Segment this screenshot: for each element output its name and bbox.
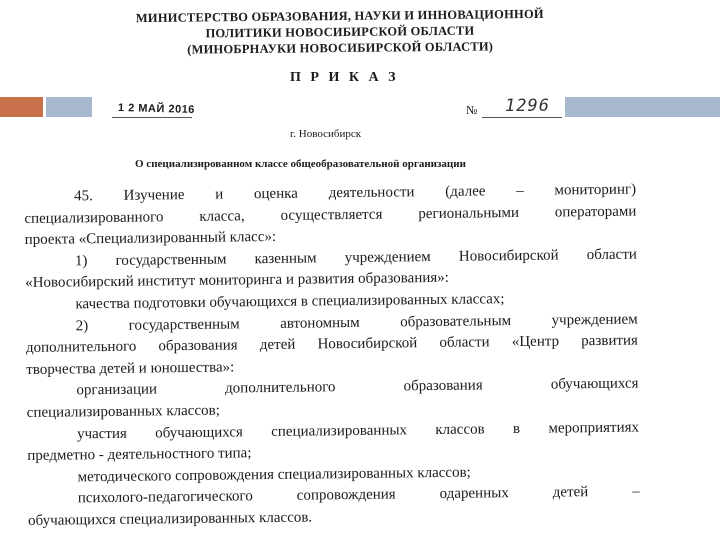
order-title: П Р И К А З bbox=[290, 70, 399, 85]
accent-bar-blue-right bbox=[565, 97, 720, 117]
body-line: 45. Изучение и оценка деятельности (далее – мониторинг) bbox=[74, 181, 637, 205]
order-body-text bbox=[24, 180, 640, 533]
body-line: организации дополнительного образования обучающихся bbox=[76, 375, 639, 399]
body-line: творчества детей и юношества»: bbox=[26, 359, 235, 378]
ministry-header bbox=[110, 6, 570, 59]
body-line: методического сопровождения специализированных классов; bbox=[77, 464, 471, 486]
body-line: 1) государственным казенным учреждением Новосибирской области bbox=[74, 246, 637, 270]
body-line: проекта «Специализированный класс»: bbox=[24, 229, 277, 249]
date-underline bbox=[112, 117, 192, 118]
ministry-line-3: (МИНОБРНАУКИ НОВОСИБИРСКОЙ ОБЛАСТИ) bbox=[187, 39, 494, 57]
ministry-line-2: ПОЛИТИКИ НОВОСИБИРСКОЙ ОБЛАСТИ bbox=[205, 23, 475, 41]
body-line: специализированного класса, осуществляется региональными операторами bbox=[24, 203, 637, 227]
body-line: участия обучающихся специализированных классов в мероприятиях bbox=[76, 419, 640, 442]
order-date-stamp: 1 2 МАЙ 2016 bbox=[117, 101, 196, 117]
order-number-handwritten: 1296 bbox=[505, 96, 550, 116]
body-line: психолого-педагогического сопровождения одаренных детей – bbox=[77, 483, 640, 507]
body-line: предметно - деятельностного типа; bbox=[27, 445, 252, 465]
number-underline bbox=[482, 117, 562, 118]
body-line: специализированных классов; bbox=[26, 402, 220, 421]
order-subject: О специализированном классе общеобразовательной организации bbox=[135, 158, 466, 170]
body-line: качества подготовки обучающихся в специализированных классах; bbox=[75, 291, 505, 313]
body-line: «Новосибирский институт мониторинга и развития образования»: bbox=[25, 270, 449, 292]
accent-bar-blue-left bbox=[46, 97, 92, 117]
body-line: дополнительного образования детей Новосибирской области «Центр развития bbox=[25, 332, 639, 357]
accent-bar-orange bbox=[0, 97, 43, 117]
city-label: г. Новосибирск bbox=[290, 128, 362, 140]
ministry-line-1: МИНИСТЕРСТВО ОБРАЗОВАНИЯ, НАУКИ И ИННОВАЦИОННОЙ bbox=[135, 6, 544, 26]
number-sign: № bbox=[466, 103, 478, 117]
body-line: 2) государственным автономным образовательным учреждением bbox=[75, 311, 638, 334]
body-line: обучающихся специализированных классов. bbox=[27, 509, 313, 529]
